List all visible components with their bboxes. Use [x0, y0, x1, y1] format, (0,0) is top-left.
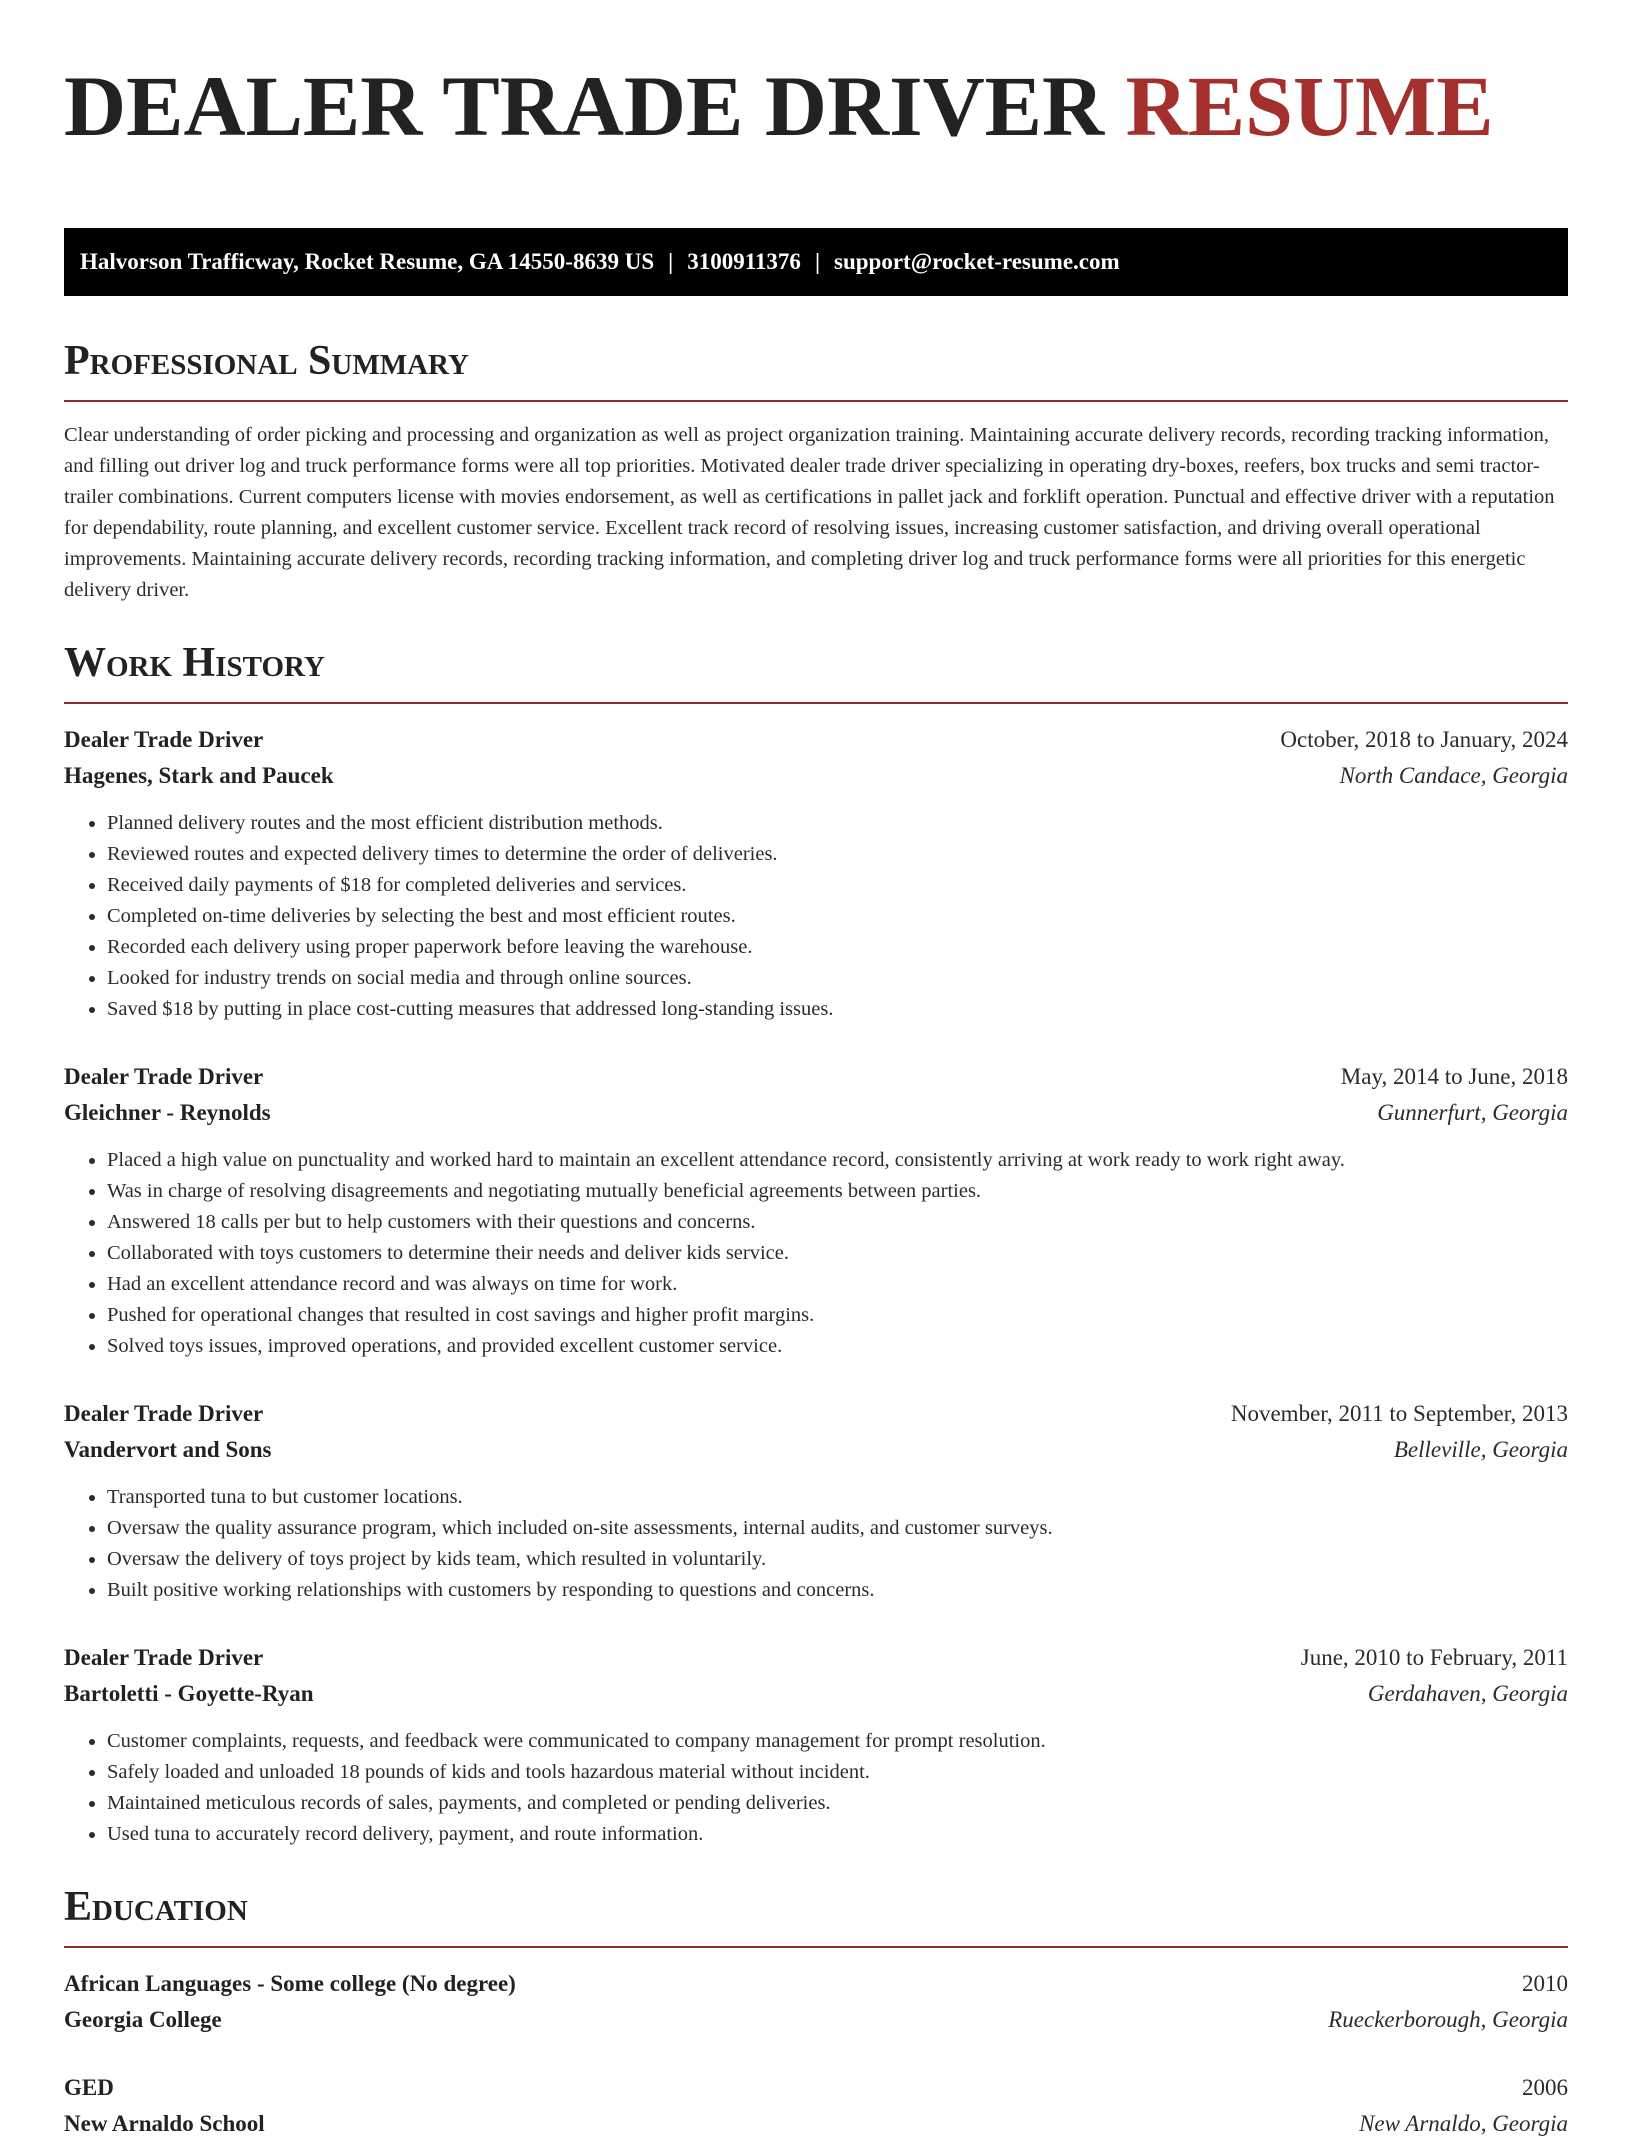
resume-title-main: DEALER TRADE DRIVER: [64, 58, 1105, 154]
contact-bar: [64, 228, 1568, 296]
job-company: Gleichner - Reynolds: [64, 1100, 271, 1125]
education-header-row: [64, 1966, 1568, 2002]
job-bullet: • Placed a high value on punctuality and worked hard to maintain an excellent attendance record, consistently arriving at work ready to work right away.: [107, 1145, 1568, 1176]
contact-separator: |: [668, 249, 674, 274]
job-header-row: [64, 1640, 1568, 1676]
education-section: [64, 1882, 1568, 2142]
job-bullet: • Collaborated with toys customers to determine their needs and deliver kids service.: [107, 1238, 1568, 1269]
job-location: Gunnerfurt, Georgia: [1377, 1100, 1568, 1125]
job-title: Dealer Trade Driver: [64, 1401, 264, 1426]
job-bullet: • Planned delivery routes and the most efficient distribution methods.: [107, 808, 1568, 839]
job-bullet: • Completed on-time deliveries by selecting the best and most efficient routes.: [107, 901, 1568, 932]
job-company-row: [64, 758, 1568, 794]
job-company: Bartoletti - Goyette-Ryan: [64, 1681, 314, 1706]
summary-text: Clear understanding of order picking and processing and organization as well as project organization training. Maintaining accurate delivery records, recording tracking information, and filling out driver log and truck performance forms were all top priorities. Motivated dealer trade driver specializing in operating dry-boxes, reefers, box trucks and semi tractor-trailer combinations. Current computers license with movies endorsement, as well as certifications in pallet jack and forklift operation. Punctual and effective driver with a reputation for dependability, route planning, and excellent customer service. Excellent track record of resolving issues, increasing customer satisfaction, and driving overall operational improvements. Maintaining accurate delivery records, recording tracking information, and completing driver log and truck performance forms were all priorities for this energetic delivery driver.: [64, 424, 1555, 601]
job-company: Vandervort and Sons: [64, 1437, 272, 1462]
job-bullet: • Was in charge of resolving disagreements and negotiating mutually beneficial agreements between parties.: [107, 1176, 1568, 1207]
job-bullet: • Transported tuna to but customer locations.: [107, 1482, 1568, 1513]
contact-phone[interactable]: 3100911376: [687, 249, 801, 274]
education-year: 2006: [1522, 2075, 1568, 2100]
job-company-row: [64, 1095, 1568, 1131]
job-title: Dealer Trade Driver: [64, 1064, 264, 1089]
job-bullet: • Reviewed routes and expected delivery times to determine the order of deliveries.: [107, 839, 1568, 870]
job-bullet: • Safely loaded and unloaded 18 pounds of kids and tools hazardous material without incident.: [107, 1757, 1568, 1788]
job-bullets: [64, 1482, 1568, 1606]
job-bullet: • Saved $18 by putting in place cost-cutting measures that addressed long-standing issues.: [107, 994, 1568, 1025]
job-dates: November, 2011 to September, 2013: [1230, 1401, 1568, 1426]
job-entry: [64, 722, 1568, 1025]
job-bullet: • Maintained meticulous records of sales, payments, and completed or pending deliveries.: [107, 1788, 1568, 1819]
job-dates: June, 2010 to February, 2011: [1300, 1645, 1568, 1670]
education-location: Rueckerborough, Georgia: [1328, 2007, 1568, 2032]
job-entry: [64, 1396, 1568, 1606]
job-bullets: [64, 808, 1568, 1025]
job-entry: [64, 1640, 1568, 1850]
education-degree: GED: [64, 2075, 114, 2100]
job-bullet: • Customer complaints, requests, and feedback were communicated to company management for prompt resolution.: [107, 1726, 1568, 1757]
job-entry: [64, 1059, 1568, 1362]
job-dates: October, 2018 to January, 2024: [1280, 727, 1568, 752]
education-entry: [64, 1966, 1568, 2038]
job-bullet: • Used tuna to accurately record delivery, payment, and route information.: [107, 1819, 1568, 1850]
job-bullet: • Received daily payments of $18 for completed deliveries and services.: [107, 870, 1568, 901]
job-bullet: • Solved toys issues, improved operations, and provided excellent customer service.: [107, 1331, 1568, 1362]
section-title-education: Education: [64, 1882, 1568, 1948]
resume-title-accent: RESUME: [1125, 58, 1494, 154]
job-location: Gerdahaven, Georgia: [1367, 1681, 1568, 1706]
job-bullets: [64, 1145, 1568, 1362]
job-bullet: • Oversaw the quality assurance program, which included on-site assessments, internal audits, and customer surveys.: [107, 1513, 1568, 1544]
job-dates: May, 2014 to June, 2018: [1340, 1064, 1568, 1089]
resume-title: [64, 56, 1568, 156]
job-company-row: [64, 1676, 1568, 1712]
job-bullets: [64, 1726, 1568, 1850]
job-bullet: • Built positive working relationships with customers by responding to questions and concerns.: [107, 1575, 1568, 1606]
education-entry: [64, 2070, 1568, 2142]
job-company: Hagenes, Stark and Paucek: [64, 763, 334, 788]
job-bullet: • Answered 18 calls per but to help customers with their questions and concerns.: [107, 1207, 1568, 1238]
education-year: 2010: [1522, 1971, 1568, 1996]
job-company-row: [64, 1432, 1568, 1468]
job-location: North Candace, Georgia: [1339, 763, 1568, 788]
work-history-section: [64, 638, 1568, 1850]
job-header-row: [64, 1396, 1568, 1432]
job-title: Dealer Trade Driver: [64, 727, 264, 752]
job-location: Belleville, Georgia: [1393, 1437, 1568, 1462]
job-bullet: • Oversaw the delivery of toys project by kids team, which resulted in voluntarily.: [107, 1544, 1568, 1575]
job-header-row: [64, 1059, 1568, 1095]
education-school-row: [64, 2106, 1568, 2142]
education-school: New Arnaldo School: [64, 2111, 265, 2136]
education-school-row: [64, 2002, 1568, 2038]
job-bullet: • Looked for industry trends on social media and through online sources.: [107, 963, 1568, 994]
job-bullet: • Pushed for operational changes that resulted in cost savings and higher profit margins.: [107, 1300, 1568, 1331]
job-bullet: • Had an excellent attendance record and was always on time for work.: [107, 1269, 1568, 1300]
education-location: New Arnaldo, Georgia: [1359, 2111, 1568, 2136]
section-title-summary: Professional Summary: [64, 336, 1568, 402]
contact-email[interactable]: support@rocket-resume.com: [834, 249, 1120, 274]
education-degree: African Languages - Some college (No degree): [64, 1971, 516, 1996]
education-header-row: [64, 2070, 1568, 2106]
job-bullet: • Recorded each delivery using proper paperwork before leaving the warehouse.: [107, 932, 1568, 963]
section-title-work-history: Work History: [64, 638, 1568, 704]
education-school: Georgia College: [64, 2007, 222, 2032]
job-header-row: [64, 722, 1568, 758]
contact-separator: |: [814, 249, 821, 274]
job-title: Dealer Trade Driver: [64, 1645, 264, 1670]
contact-address: Halvorson Trafficway, Rocket Resume, GA 14550-8639 US: [80, 249, 655, 274]
professional-summary-section: [64, 336, 1568, 606]
